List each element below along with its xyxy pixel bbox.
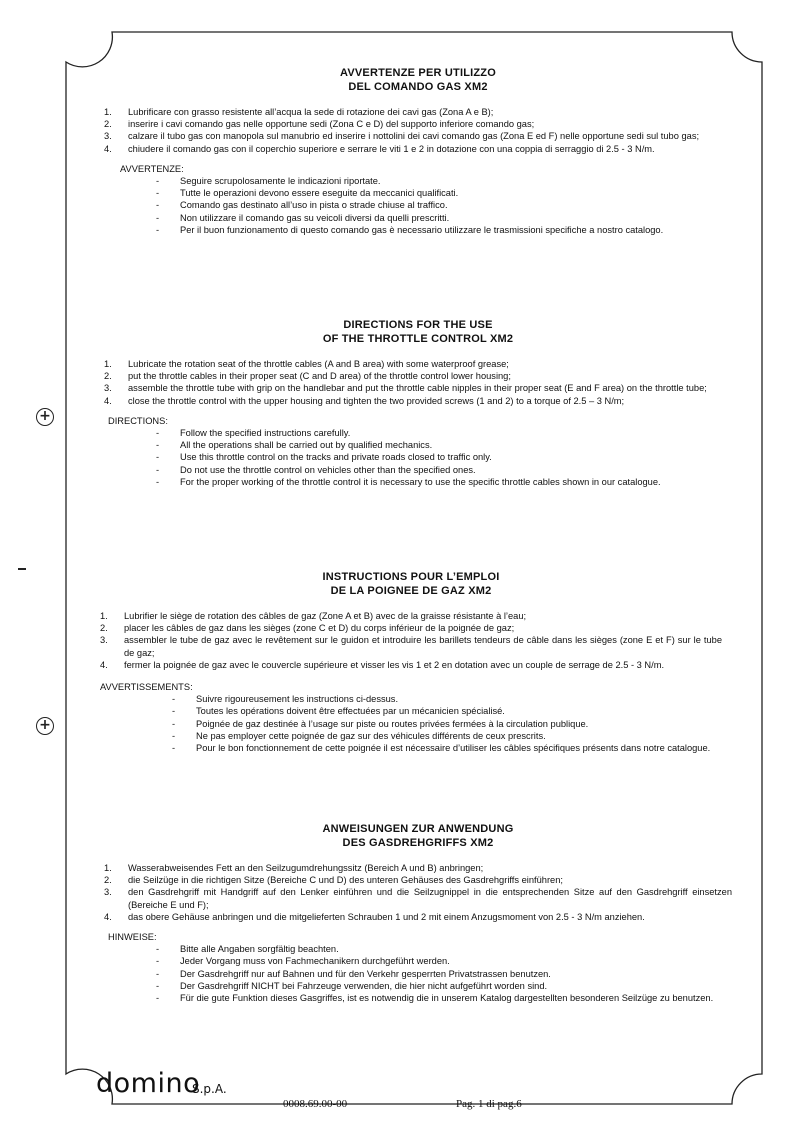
- list-item: 4. close the throttle control with the upper housing and tighten the two provided screws (1 and 2) to a torque of 2.5 – 3 N/m;: [104, 395, 625, 406]
- list-item: - Der Gasdrehgriff NICHT bei Fahrzeuge verwenden, die hier nicht aufgeführt worden sind.: [156, 980, 548, 991]
- list-item: - Ne pas employer cette poignée de gaz sur des véhicules différents de ceux prescrits.: [172, 730, 546, 741]
- list-item: - Suivre rigoureusement les instructions ci-dessus.: [172, 694, 399, 705]
- list-item: 4. fermer la poignée de gaz avec le couvercle supérieure et visser les vis 1 et 2 en dotation avec un couple de serrage de 2.5 - 3 N/m.: [100, 659, 665, 670]
- list-item: - Jeder Vorgang muss von Fachmechanikern durchgeführt werden.: [156, 956, 450, 967]
- list-item: 3. den Gasdrehgriff mit Handgriff auf den Lenker einführen und die Seilzugnippel in die entsprechenden Sitze auf den Gasdrehgriff einsetzen (Bereiche E und F);: [104, 887, 732, 910]
- list-item: - Tutte le operazioni devono essere eseguite da meccanici qualificati.: [156, 188, 459, 199]
- list-item: 1. Lubricate the rotation seat of the throttle cables (A and B area) with some waterproof grease;: [104, 359, 509, 369]
- page-number: Pag. 1 di pag.6: [456, 1098, 522, 1110]
- steps-list: [104, 862, 732, 923]
- section-subtitle: DES GASDREHGRIFFS XM2: [342, 837, 494, 849]
- warnings-list: [156, 175, 732, 236]
- list-item: - All the operations shall be carried out by qualified mechanics.: [156, 440, 433, 451]
- warnings-list: [172, 693, 722, 754]
- list-item: - Non utilizzare il comando gas su veicoli diversi da quelli prescritti.: [156, 212, 450, 223]
- section-subtitle: DE LA POIGNEE DE GAZ XM2: [330, 585, 492, 597]
- section-title: AVVERTENZE PER UTILIZZO: [340, 67, 496, 79]
- company-logo: domino: [96, 1068, 201, 1099]
- list-item: 2. inserire i cavi comando gas nelle opportune sedi (Zona C e D) del supporto inferiore comando gas;: [104, 119, 535, 130]
- steps-list: [104, 358, 732, 407]
- company-logo-suffix: S.p.A.: [192, 1082, 227, 1096]
- steps-list: [100, 610, 722, 671]
- section-title: INSTRUCTIONS POUR L’EMPLOI: [322, 571, 500, 583]
- list-item: 1. Lubrificare con grasso resistente all’acqua la sede di rotazione dei cavi gas (Zona A e B);: [104, 107, 494, 117]
- warnings-heading: AVVERTENZE:: [120, 163, 184, 174]
- list-item: - Für die gute Funktion dieses Gasgriffes, ist es notwendig die in unserem Katalog dargestellten besonderen Seilzüge zu benutzen.: [156, 993, 714, 1004]
- list-item: - Do not use the throttle control on vehicles other than the specified ones.: [156, 464, 476, 475]
- list-item: - For the proper working of the throttle control it is necessary to use the specific throttle cables shown in our catalogue.: [156, 476, 661, 487]
- fold-mark: [18, 568, 26, 570]
- section-italian: [104, 66, 732, 236]
- list-item: 1. Wasserabweisendes Fett an den Seilzugumdrehungssitz (Bereich A und B) anbringen;: [104, 863, 484, 873]
- section-subtitle: DEL COMANDO GAS XM2: [348, 81, 488, 93]
- list-item: 2. placer les câbles de gaz dans les sièges (zone C et D) du corps inférieur de la poignée de gaz;: [100, 623, 515, 634]
- list-item: - Use this throttle control on the tracks and private roads closed to traffic only.: [156, 452, 492, 463]
- warnings-heading: DIRECTIONS:: [108, 415, 168, 426]
- list-item: 2. die Seilzüge in die richtigen Sitze (Bereiche C und D) des unteren Gehäuses des Gasdrehgriffs einführen;: [104, 875, 563, 886]
- list-item: - Der Gasdrehgriff nur auf Bahnen und für den Verkehr gesperrten Privatstrassen benutzen.: [156, 968, 551, 979]
- list-item: 1. Lubrifier le siège de rotation des câbles de gaz (Zone A et B) avec de la graisse résistante à l’eau;: [100, 611, 527, 621]
- list-item: 3. calzare il tubo gas con manopola sul manubrio ed inserire i nottolini dei cavi comando gas (Zona E ed F) nelle opportune sedi sul tubo gas;: [104, 131, 700, 142]
- list-item: - Per il buon funzionamento di questo comando gas è necessario utilizzare le trasmissioni specifiche a nostro catalogo.: [156, 224, 664, 235]
- section-title: DIRECTIONS FOR THE USE: [343, 319, 493, 331]
- warnings-list: [156, 943, 732, 1004]
- list-item: 4. das obere Gehäuse anbringen und die mitgelieferten Schrauben 1 und 2 mit einem Anzugsmoment von 2.5 - 3 N/m anziehen.: [104, 911, 645, 922]
- registration-plus-icon: +: [36, 408, 54, 426]
- list-item: 3. assemble the throttle tube with grip on the handlebar and put the throttle cable nipples in their proper seat (E and F area) on the throttle tube;: [104, 383, 707, 394]
- section-german: [104, 822, 732, 1004]
- warnings-list: [156, 427, 732, 488]
- steps-list: [104, 106, 732, 155]
- warnings-heading: AVVERTISSEMENTS:: [100, 682, 193, 693]
- section-title: ANWEISUNGEN ZUR ANWENDUNG: [322, 823, 514, 835]
- list-item: - Follow the specified instructions carefully.: [156, 428, 351, 439]
- list-item: - Toutes les opérations doivent être effectuées par un mécanicien spécialisé.: [172, 706, 505, 717]
- list-item: - Poignée de gaz destinée à l’usage sur piste ou routes privées fermées à la circulation publique.: [172, 718, 589, 729]
- list-item: 3. assembler le tube de gaz avec le revêtement sur le guidon et introduire les barillets tendeurs de câble dans les sièges (zone E et F) sur le tube de gaz;: [100, 635, 722, 658]
- list-item: 2. put the throttle cables in their proper seat (C and D area) of the throttle control lower housing;: [104, 371, 511, 382]
- list-item: - Bitte alle Angaben sorgfältig beachten.: [156, 944, 339, 955]
- section-subtitle: OF THE THROTTLE CONTROL XM2: [322, 333, 514, 345]
- document-code: 0008.69.00-00: [283, 1098, 348, 1110]
- list-item: - Comando gas destinato all’uso in pista o strade chiuse al traffico.: [156, 200, 448, 211]
- list-item: - Seguire scrupolosamente le indicazioni riportate.: [156, 176, 381, 187]
- registration-plus-icon: +: [36, 717, 54, 735]
- list-item: 4. chiudere il comando gas con il coperchio superiore e serrare le viti 1 e 2 in dotazione con una coppia di serraggio di 2.5 - 3 N/m.: [104, 143, 655, 154]
- warnings-heading: HINWEISE:: [108, 932, 157, 943]
- section-french: [100, 570, 722, 754]
- list-item: - Pour le bon fonctionnement de cette poignée il est nécessaire d’utiliser les câbles spécifiques présents dans notre catalogue.: [172, 743, 711, 754]
- section-english: [104, 318, 732, 488]
